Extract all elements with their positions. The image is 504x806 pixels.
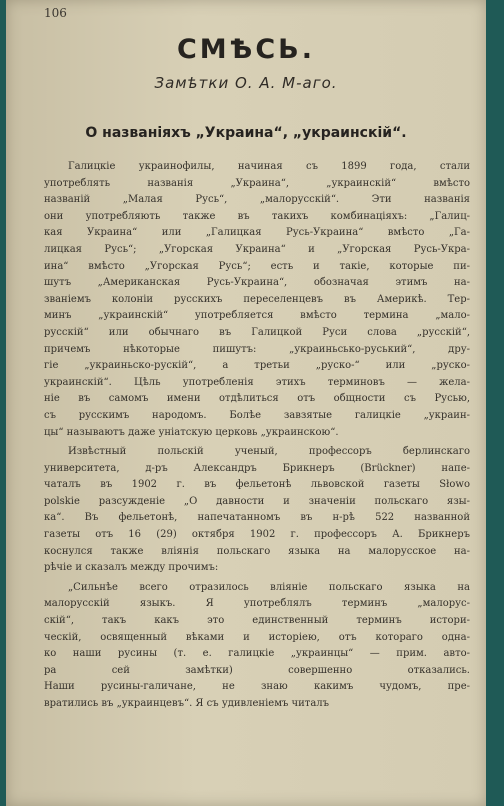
text-line: гіе „украиньско-рускій“, а третьи „руско-“ или „руско- — [44, 360, 470, 372]
text-line: polskie разсужденіе „О давности и значеніи польскаго язы- — [44, 495, 470, 507]
text-line: названій „Малая Русь“, „малорусскій“. Эти названія — [44, 194, 470, 206]
paragraph — [44, 444, 470, 577]
text-line: ніе въ самомъ имени отдѣлиться отъ общности съ Русью, — [44, 393, 470, 405]
book-page — [6, 0, 486, 806]
text-line: Извѣстный польскій ученый, профессоръ берлинскаго — [68, 446, 470, 458]
paragraph — [44, 159, 470, 441]
text-line: ка“. Въ фельетонѣ, напечатанномъ въ н-рѣ 522 названной — [44, 512, 470, 524]
text-line: званіемъ колоніи русскихъ переселенцевъ въ Америкѣ. Тер- — [44, 293, 470, 305]
text-line: ко наши русины (т. е. галицкіе „украинцы“ — прим. авто- — [44, 648, 470, 660]
page-number: 106 — [44, 6, 67, 20]
text-line: рѣчіе и сказалъ между прочимъ: — [44, 562, 219, 574]
article-body — [44, 159, 470, 713]
text-line: украинскій“. Цѣль употребленія этихъ терминовъ — жела- — [44, 376, 470, 388]
text-line: причемъ нѣкоторые пишутъ: „украиньсько-руський“, дру- — [44, 343, 470, 355]
text-line: употреблять названія „Украина“, „украинскій“ вмѣсто — [44, 177, 470, 189]
paragraph — [44, 580, 470, 713]
text-line: ческій, освященный вѣками и исторіею, отъ котораго одна- — [44, 631, 470, 643]
article-heading: О названіяхъ „Украина“, „украинскій“. — [85, 125, 407, 141]
text-line: шутъ „Американская Русь-Украина“, обозначая этимъ на- — [44, 277, 470, 289]
text-line: „Сильнѣе всего отразилось вліяніе польскаго языка на — [68, 581, 470, 593]
text-line: газеты отъ 16 (29) октября 1902 г. профессоръ А. Брикнеръ — [44, 529, 470, 541]
text-line: кая Украина“ или „Галицкая Русь-Украина“ вмѣсто „Га- — [44, 227, 470, 239]
text-line: минъ „украинскій“ употребляется вмѣсто термина „мало- — [44, 310, 470, 322]
text-line: университета, д-ръ Александръ Брикнеръ (Brückner) напе- — [44, 462, 470, 474]
text-line: лицкая Русь“; „Угорская Украина“ и „Угорская Русь-Укра- — [44, 243, 470, 255]
section-title: СМѢСЬ. — [176, 34, 316, 65]
text-line: русскій“ или обычнаго въ Галицкой Руси слова „русскій“, — [44, 326, 470, 338]
text-line: Галицкіе украинофилы, начиная съ 1899 года, стали — [68, 161, 470, 172]
text-line: съ русскимъ народомъ. Болѣе завзятые галицкіе „украин- — [44, 409, 470, 421]
text-line: цы“ называютъ даже уніатскую церковь „украинскою“. — [44, 426, 339, 438]
text-line: ина“ вмѣсто „Угорская Русь“; есть и такіе, которые пи- — [44, 260, 470, 272]
text-line: вратились въ „украинцевъ“. Я съ удивленіемъ читалъ — [44, 698, 330, 709]
text-line: скій“, такъ какъ это единственный терминъ истори- — [44, 615, 470, 627]
text-line: коснулся также вліянія польскаго языка на малорусское на- — [44, 545, 470, 557]
section-subtitle: Замѣтки О. А. М-аго. — [154, 74, 338, 92]
text-line: Наши русины-галичане, не знаю какимъ чудомъ, пре- — [44, 681, 470, 693]
text-line: ра сей замѣтки) совершенно отказались. — [44, 664, 470, 676]
text-line: они употребляють также въ такихъ комбинаціяхъ: „Галиц- — [44, 210, 470, 222]
text-line: чаталъ въ 1902 г. въ фельетонѣ львовской газеты Słowo — [44, 479, 470, 491]
text-line: малорусскій языкъ. Я употреблялъ терминъ „малорус- — [44, 598, 470, 610]
